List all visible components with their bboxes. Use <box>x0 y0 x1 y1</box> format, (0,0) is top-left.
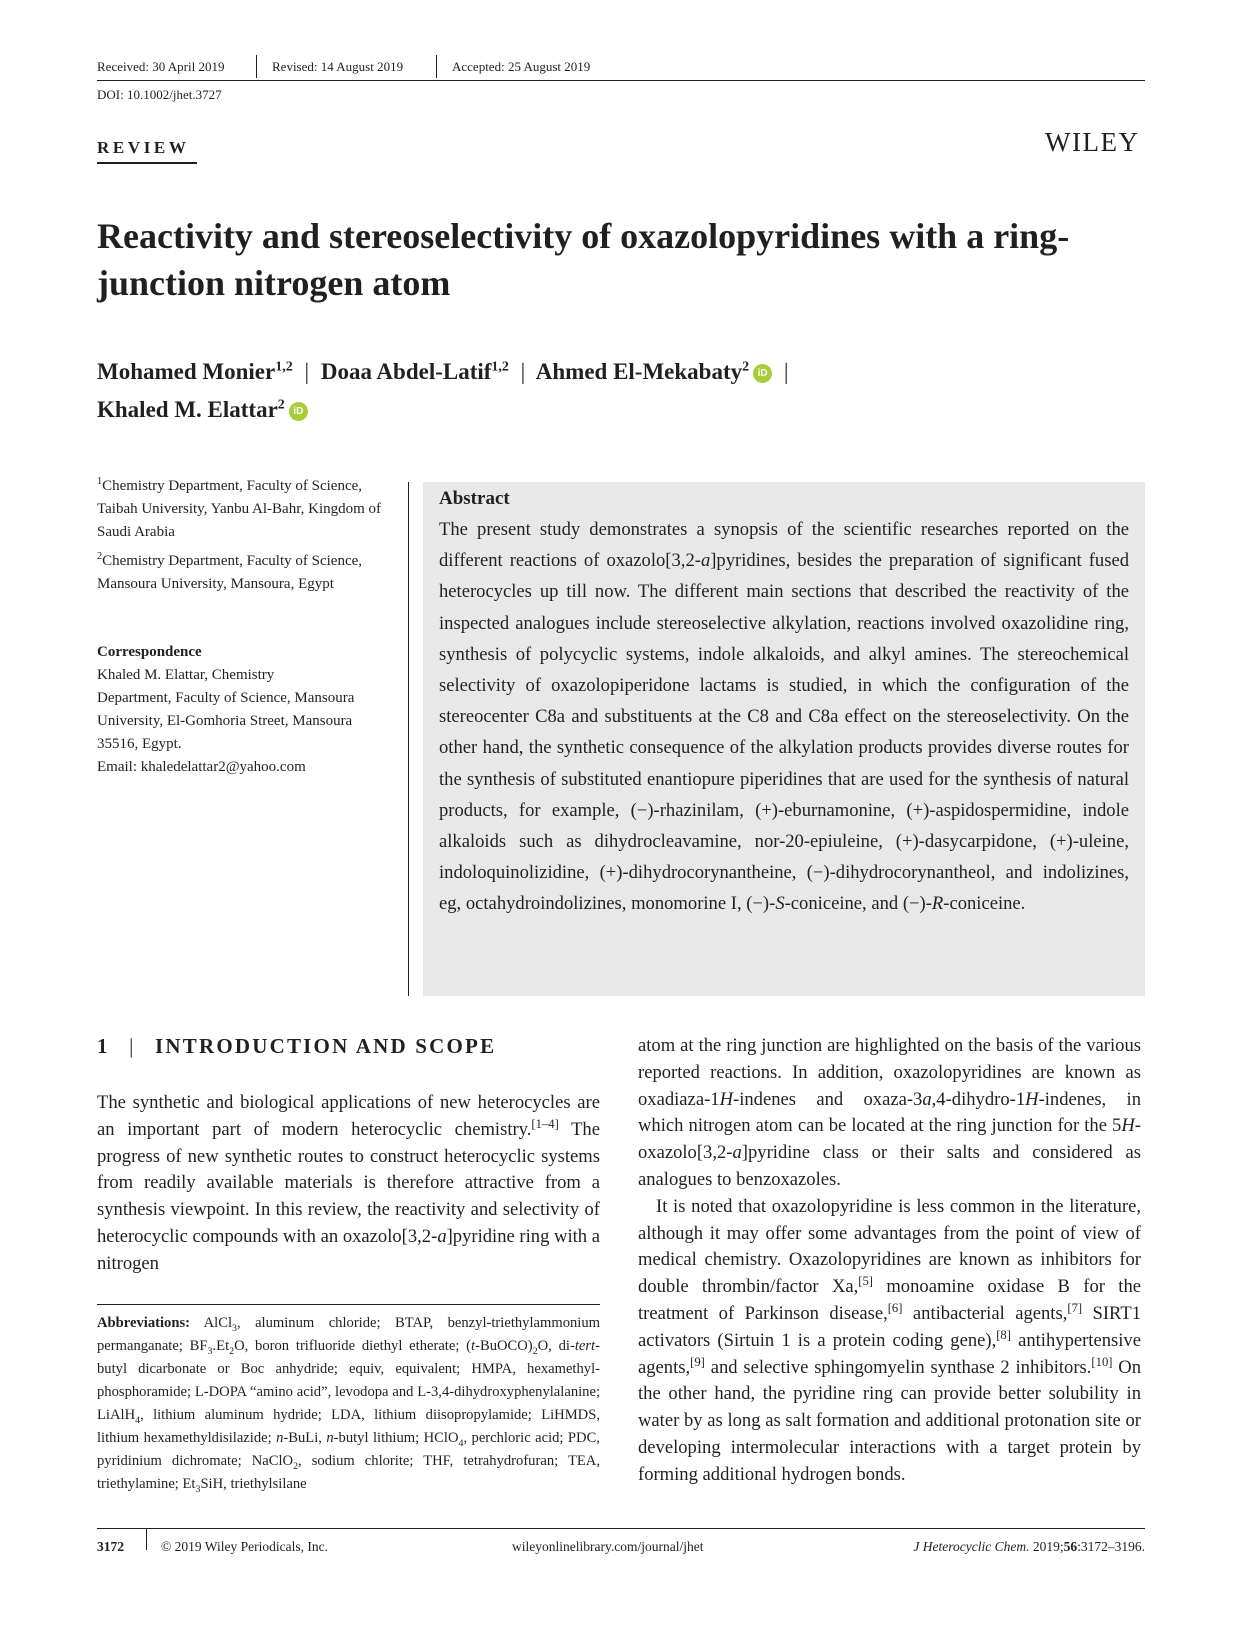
section-title: INTRODUCTION AND SCOPE <box>155 1034 497 1058</box>
author-separator: | <box>520 359 526 384</box>
citation-link[interactable]: [7] <box>1067 1300 1083 1315</box>
correspondence-heading: Correspondence <box>97 644 202 660</box>
volume: 56 <box>1063 1539 1078 1554</box>
citation-link[interactable]: [6] <box>887 1300 903 1315</box>
author-affiliation-sup: 1,2 <box>275 359 293 375</box>
page-number: 3172 <box>97 1539 124 1554</box>
abstract-box <box>423 482 1145 996</box>
abbreviations-label: Abbreviations: <box>97 1315 190 1331</box>
orcid-icon[interactable]: iD <box>289 402 308 421</box>
author-list <box>97 353 795 391</box>
author-name[interactable]: Ahmed El-Mekabaty <box>535 359 743 384</box>
intro-paragraph: It is noted that oxazolopyridine is less common in the literature, although it may offer some advantages from the point of view of medical chemistry. Oxazolopyridines are known as inhibitors for double thrombin/factor Xa,[5] monoamine oxidase B for the treatment of Parkinson disease,[6] antibacterial agents,[7] SIRT1 activators (Sirtuin 1 is a protein coding gene),[8] antihypertensive agents,[9] and selective sphingomyelin synthase 2 inhibitors.[10] On the other hand, the pyridine ring can provide better solubility in water by as long as salt formation and additional protonation site or developing intermolecular interactions with a target protein by forming additional hydrogen bonds. <box>638 1195 1142 1485</box>
intro-paragraph: atom at the ring junction are highlighted on the basis of the various reported reactions. In addition, oxazolopyridines are known as oxadiaza-1H-indenes and oxaza-3a,4-dihydro-1H-indenes, in which nitrogen atom can be located at the ring junction for the 5H-oxazolo[3,2-a]pyridine class or their salts and considered as analogues to benzoxazoles. <box>638 1035 1141 1190</box>
correspondence <box>97 641 397 779</box>
author-separator: | <box>783 359 789 384</box>
abstract-text: The present study demonstrates a synopsis of the scientific researches reported on the different reactions of oxazolo[3,2-a]pyridines, besides the preparation of significant fused heterocycles up till now. The different main sections that described the reactivity of the inspected analogues include stereoselective alkylation, reactions involved oxazolidine ring, synthesis of polycyclic systems, indole alkaloids, and alkyl amines. The stereochemical selectivity of oxazolopiperidone lactams is studied, in which the configuration of the stereocenter C8a and substituents at the C8 and C8a effect on the stereoselectivity. On the other hand, the synthetic consequence of the alkylation products provides diverse routes for the synthesis of substituted enantiopure piperidines that are used for the synthesis of natural products, for example, (−)-rhazinilam, (+)-eburnamonine, (+)-aspidospermidine, indole alkaloids such as dihydrocleavamine, nor-20-epiuleine, (+)-dasycarpidone, (+)-uleine, indoloquinolizidine, (+)-dihydrocorynantheine, (−)-dihydrocorynantheol, and indolizines, eg, octahydroindolizines, monomorine I, (−)-S-coniceine, and (−)-R-coniceine. <box>439 519 1129 915</box>
abbreviations: Abbreviations: AlCl$_3$, aluminum chloride; BTAP, benzyl-triethylammonium permanganate; $BF_3.Et_2O$, boron trifluoride diethyl etherate; $(t-BuOCO)_2O$, di-tert-butyl dicarbonate or Boc anhydride; equiv, equivalent; HMPA, hexamethyl-phosphoramide; L-DOPA “amino acid”, levodopa and L-3,4-dihydroxyphenylalanine; LiAlH$_4$, lithium aluminum hydride; LDA, lithium diisopropylamide; LiHMDS, lithium hexamethyldisilazide; n-BuLi, n-butyl lithium; HClO$_4$, perchloric acid; PDC, pyridinium dichromate; NaClO$_2$, sodium chlorite; THF, tetrahydrofuran; TEA, triethylamine; $Et_3SiH$, triethylsilane <box>97 1315 600 1495</box>
affiliation-text: Chemistry Department, Faculty of Science, Mansoura University, Mansoura, Egypt <box>97 553 363 592</box>
journal-name: J Heterocyclic Chem. <box>913 1539 1030 1554</box>
section-number: 1 <box>97 1034 110 1058</box>
abbreviations-rule <box>97 1304 600 1305</box>
section-separator: | <box>129 1034 136 1058</box>
author-separator: | <box>304 359 310 384</box>
citation-link[interactable]: [5] <box>858 1273 874 1288</box>
correspondence-line: Department, Faculty of Science, Mansoura <box>97 690 355 706</box>
citation-link[interactable]: [1–4] <box>531 1116 559 1131</box>
correspondence-email[interactable]: Email: khaledelattar2@yahoo.com <box>97 759 306 775</box>
affiliation <box>97 475 397 544</box>
affiliation-number: 1 <box>97 476 103 487</box>
received-date: Received: 30 April 2019 <box>97 59 225 74</box>
affiliation-text: Chemistry Department, Faculty of Science, Taibah University, Yanbu Al-Bahr, Kingdom of Saudi Arabia <box>97 478 382 540</box>
correspondence-line: 35516, Egypt. <box>97 736 182 752</box>
affiliations <box>97 475 397 602</box>
intro-column-right <box>638 1033 1141 1489</box>
author-name[interactable]: Mohamed Monier <box>97 359 276 384</box>
orcid-icon[interactable]: iD <box>753 364 772 383</box>
section-underline <box>97 162 197 164</box>
author-affiliation-sup: 2 <box>277 397 285 413</box>
author-affiliation-sup: 2 <box>742 359 750 375</box>
section-label: REVIEW <box>97 138 190 157</box>
footer-rule <box>97 1528 1145 1529</box>
header-rule <box>97 80 1145 81</box>
citation: J Heterocyclic Chem. 2019;56:3172–3196. <box>913 1539 1145 1554</box>
abstract-left-rule <box>408 482 409 996</box>
correspondence-line: University, El-Gomhoria Street, Mansoura <box>97 713 353 729</box>
author-list-line2 <box>97 391 308 429</box>
header-divider <box>256 55 257 78</box>
author-name[interactable]: Khaled M. Elattar <box>97 397 278 422</box>
intro-paragraph-left: The synthetic and biological applications of new heterocycles are an important part of modern heterocyclic chemistry.[1–4] The progress of new synthetic routes to construct heterocyclic systems from readily available materials is therefore attractive from a synthesis viewpoint. In this review, the reactivity and selectivity of heterocyclic compounds with an oxazolo[3,2-a]pyridine ring with a nitrogen <box>97 1092 600 1274</box>
publisher-logo: WILEY <box>1045 127 1140 157</box>
citation-link[interactable]: [10] <box>1091 1354 1113 1369</box>
author-name[interactable]: Doaa Abdel-Latif <box>320 359 492 384</box>
footer-divider <box>146 1528 147 1550</box>
citation-link[interactable]: [8] <box>996 1327 1011 1342</box>
article-title: Reactivity and stereoselectivity of oxazolopyridines with a ring-junction nitrogen atom <box>97 216 1070 303</box>
affiliation-number: 2 <box>97 551 103 562</box>
journal-url[interactable]: wileyonlinelibrary.com/journal/jhet <box>512 1539 704 1554</box>
accepted-date: Accepted: 25 August 2019 <box>452 59 591 74</box>
doi[interactable]: DOI: 10.1002/jhet.3727 <box>97 87 222 102</box>
revised-date: Revised: 14 August 2019 <box>272 59 404 74</box>
abstract-heading: Abstract <box>439 488 510 509</box>
correspondence-line: Khaled M. Elattar, Chemistry <box>97 667 275 683</box>
copyright: © 2019 Wiley Periodicals, Inc. <box>161 1539 328 1554</box>
section-heading <box>97 1034 496 1059</box>
affiliation <box>97 550 397 596</box>
header-divider <box>436 55 437 78</box>
citation-link[interactable]: [9] <box>690 1354 705 1369</box>
author-affiliation-sup: 1,2 <box>491 359 509 375</box>
